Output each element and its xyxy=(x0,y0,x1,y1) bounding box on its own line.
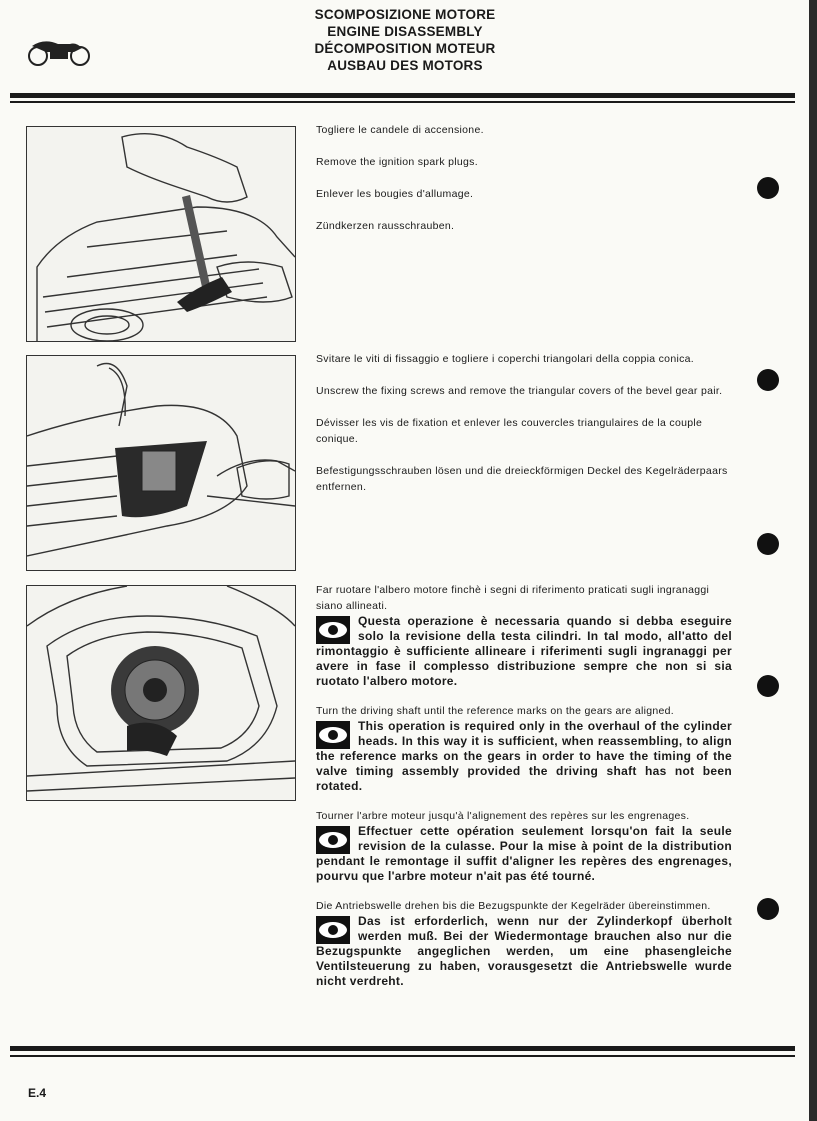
header-rule-thick xyxy=(10,93,795,98)
eye-warning-icon xyxy=(316,916,350,944)
instruction-de: Befestigungsschrauben lösen und die dreieckförmigen Deckel des Kegelräderpaars entfernen. xyxy=(316,465,728,493)
note-block-de xyxy=(316,898,732,989)
instruction-it: Svitare le viti di fissaggio e togliere i coperchi triangolari della coppia conica. xyxy=(316,353,695,365)
eye-warning-icon xyxy=(316,721,350,749)
header-line: DÉCOMPOSITION MOTEUR xyxy=(314,41,496,56)
binder-hole xyxy=(757,533,779,555)
note-block-en xyxy=(316,703,732,794)
instruction-de: Zündkerzen rausschrauben. xyxy=(316,220,455,232)
figure-gear-reference-marks xyxy=(26,585,296,801)
page-number: E.4 xyxy=(28,1086,47,1100)
footer-rule-thick xyxy=(10,1046,795,1051)
note-block-it xyxy=(316,582,732,689)
instruction-fr: Dévisser les vis de fixation et enlever les couvercles triangulaires de la couple conique. xyxy=(316,417,703,445)
page-header xyxy=(280,6,530,74)
binder-hole xyxy=(757,177,779,199)
eye-warning-icon xyxy=(316,616,350,644)
header-rule-thin xyxy=(10,101,795,103)
binder-hole xyxy=(757,369,779,391)
eye-warning-icon xyxy=(316,826,350,854)
header-line: AUSBAU DES MOTORS xyxy=(327,58,483,73)
footer-rule-thin xyxy=(10,1055,795,1057)
instruction-de: Die Antriebswelle drehen bis die Bezugspunkte der Kegelräder übereinstimmen. xyxy=(316,900,711,912)
instruction-it: Togliere le candele di accensione. xyxy=(316,124,484,136)
motorcycle-logo-icon xyxy=(24,34,94,68)
note-fr: Effectuer cette opération seulement lorsqu'on fait la seule revision de la culasse. Pour la mise à point de la distribution pendant le remontage il suffit d'aligner les repères des engrenages, pourvu que l'arbre moteur n'ait pas été tourné. xyxy=(316,824,732,883)
figure-bevel-gear-covers xyxy=(26,355,296,571)
instruction-fr: Enlever les bougies d'allumage. xyxy=(316,188,474,200)
section-spark-plugs xyxy=(316,122,732,250)
instruction-it: Far ruotare l'albero motore finchè i segni di riferimento praticati sugli ingranaggi siano allineati. xyxy=(316,584,710,612)
note-en: This operation is required only in the overhaul of the cylinder heads. In this way it is sufficient, when reassembling, to align the reference marks on the gears in order to have the timing of the valve timing assembly provided the driving shaft has not been rotated. xyxy=(316,719,732,793)
binder-hole xyxy=(757,898,779,920)
binder-hole xyxy=(757,675,779,697)
section-bevel-covers xyxy=(316,351,732,511)
note-block-fr xyxy=(316,808,732,884)
instruction-en: Unscrew the fixing screws and remove the triangular covers of the bevel gear pair. xyxy=(316,385,723,397)
instruction-fr: Tourner l'arbre moteur jusqu'à l'alignement des repères sur les engrenages. xyxy=(316,810,690,822)
page-edge xyxy=(809,0,817,1121)
header-line: ENGINE DISASSEMBLY xyxy=(327,24,483,39)
instruction-en: Remove the ignition spark plugs. xyxy=(316,156,478,168)
section-reference-marks xyxy=(316,582,732,1003)
figure-spark-plug-removal xyxy=(26,126,296,342)
instruction-en: Turn the driving shaft until the reference marks on the gears are aligned. xyxy=(316,705,674,717)
note-it: Questa operazione è necessaria quando si debba eseguire solo la revisione della testa cilindri. In tal modo, all'atto del rimontaggio è sufficiente allineare i riferimenti sugli ingranaggi per avere in fase il complesso distribuzione sempre che non si sia ruotato l'albero motore. xyxy=(316,614,732,688)
note-de: Das ist erforderlich, wenn nur der Zylinderkopf überholt werden muß. Bei der Wiedermontage brauchen also nur die Bezugspunkte angeglichen werden, um eine phasengleiche Ventilsteuerung zu haben, vorausgesetzt die Antriebswelle wurde nicht verdreht. xyxy=(316,914,732,988)
header-line: SCOMPOSIZIONE MOTORE xyxy=(314,7,496,22)
